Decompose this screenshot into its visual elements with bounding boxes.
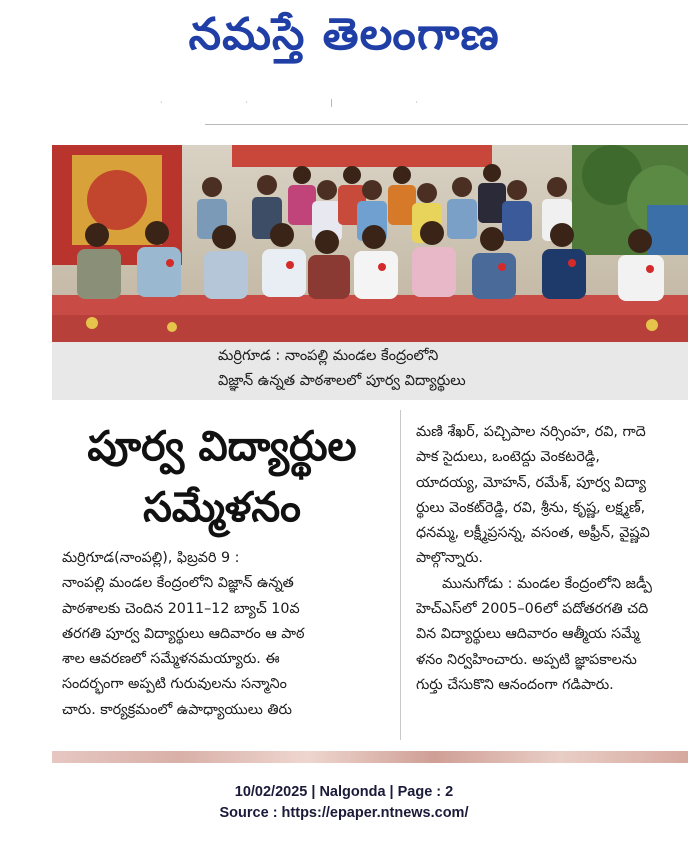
photo-caption — [52, 342, 688, 400]
body-line: శాల ఆవరణలో సమ్మేళనమయ్యారు. ఈ — [62, 651, 280, 668]
headline-line-1: పూర్వ విద్యార్థుల — [87, 422, 357, 470]
headline-line-2: సమ్మేళనం — [143, 483, 301, 531]
body-line: విన విద్యార్థులు ఆదివారం ఆత్మీయ సమ్మే — [416, 626, 640, 643]
group-photo-illustration — [52, 145, 688, 342]
header-divider — [205, 124, 688, 125]
column-divider — [400, 410, 401, 740]
body-line: నాంపల్లి మండల కేంద్రంలోని విజ్ఞాన్‌ ఉన్నత — [62, 575, 294, 592]
body-line: తరగతి పూర్వ విద్యార్థులు ఆదివారం ఆ పాఠ — [62, 625, 305, 642]
body-line: మునుగోడు : మండల కేంద్రంలోని జడ్పీ — [442, 575, 652, 592]
body-line: సందర్భంగా అప్పటి గురువులను సన్మానిం — [62, 676, 287, 693]
body-line: గుర్తు చేసుకొని ఆనందంగా గడిపారు. — [416, 676, 614, 693]
body-line: ర్థులు వెంకట్‌రెడ్డి, రవి, శ్రీను, కృష్ణ, లక్ష్మణ్‌, — [416, 499, 646, 516]
article-body-right — [416, 420, 684, 698]
body-line: చారు. కార్యక్రమంలో ఉపాధ్యాయులు తిరు — [62, 701, 292, 718]
body-line: మణి శేఖర్‌, పచ్చిపాల నర్సింహ, రవి, గాదె — [416, 424, 646, 440]
newspaper-title: నమస్తే తెలంగాణ — [188, 9, 500, 60]
footer-source-link[interactable]: Source : https://epaper.ntnews.com/ — [219, 805, 469, 821]
masthead — [0, 0, 688, 80]
group-photo — [52, 145, 688, 342]
footer-edition-info: 10/02/2025 | Nalgonda | Page : 2 — [234, 784, 454, 800]
body-line: ళనం నిర్వహించారు. అప్పటి జ్ఞాపకాలను — [416, 651, 637, 668]
body-line: పాల్గొన్నారు. — [416, 550, 483, 567]
body-line: మర్రిగూడ(నాంపల్లి), ఫిబ్రవరి 9 : — [62, 550, 240, 566]
body-line: యాదయ్య, మోహన్‌, రమేశ్‌, పూర్వ విద్యా — [416, 474, 647, 491]
body-line: పాక సైదులు, ఒంటెద్దు వెంకటరెడ్డి, — [416, 449, 600, 466]
body-line: ధనమ్మ, లక్ష్మీప్రసన్న, వసంత, అఫ్రీన్‌, వైష్ణవి — [416, 525, 650, 542]
caption-line-1: మర్రిగూడ : నాంపల్లి మండల కేంద్రంలోని — [218, 348, 439, 364]
article-body-left — [62, 546, 362, 723]
body-line: పాఠశాలకు చెందిన 2011–12 బ్యాచ్‌ 10వ — [62, 600, 300, 617]
body-line: హెచ్‌ఎస్‌లో 2005–06లో పదోతరగతి చది — [416, 601, 649, 618]
bottom-image-strip — [52, 751, 688, 763]
decorative-dots: · · | · — [160, 98, 458, 107]
caption-line-2: విజ్ఞాన్‌ ఉన్నత పాఠశాలలో పూర్వ విద్యార్థులు — [218, 373, 466, 389]
article-headline — [52, 416, 392, 538]
